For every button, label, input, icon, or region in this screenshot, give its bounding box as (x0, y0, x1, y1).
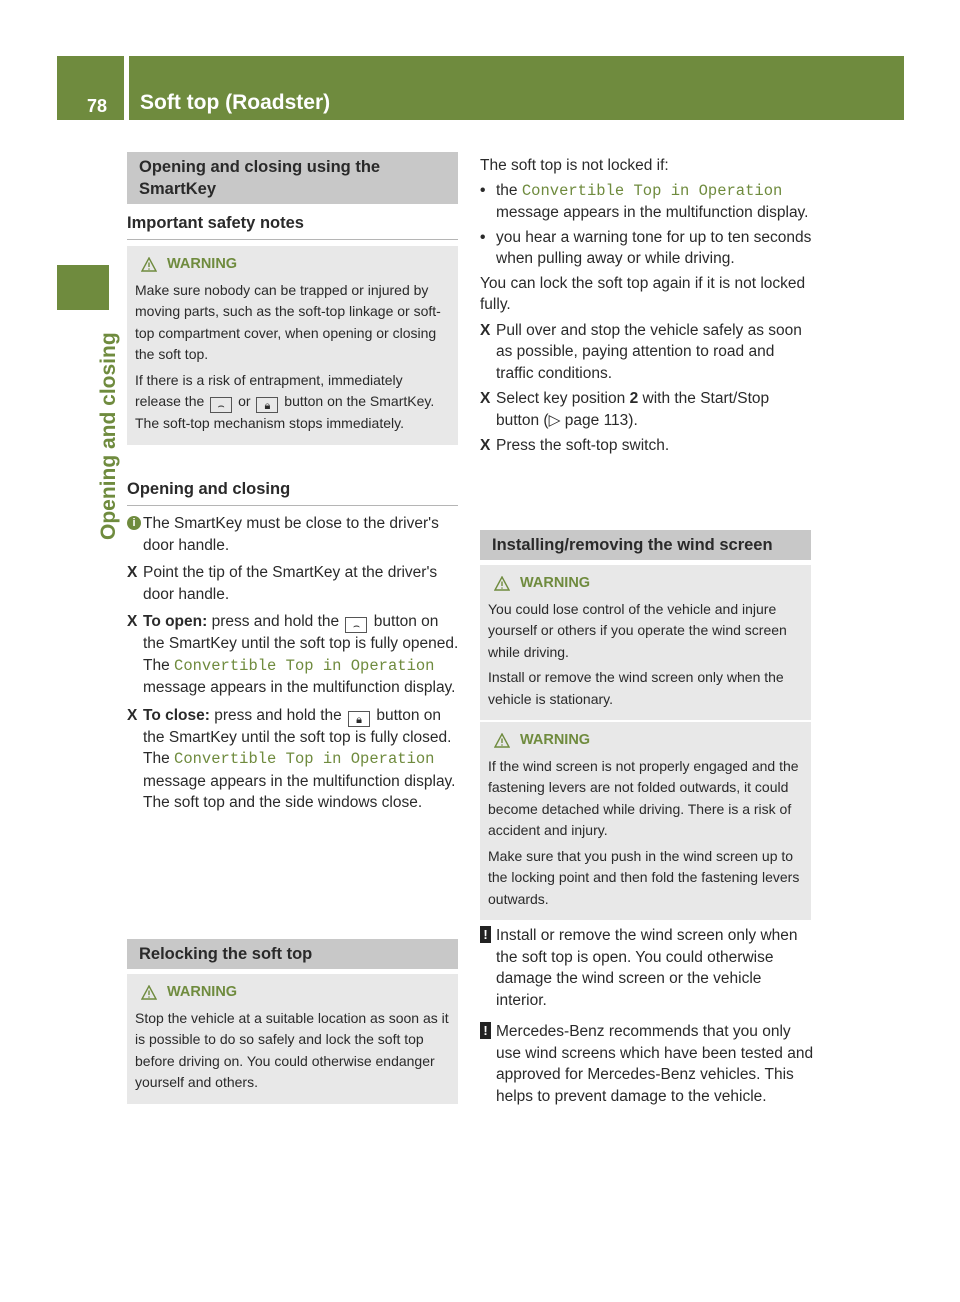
lock-button-icon: 🔒︎ (348, 711, 370, 727)
step-arrow-icon: X (480, 390, 491, 407)
instruction-step: X Select key position 2 with the Start/Stop button (▷ page 113). (480, 390, 770, 429)
damage-notes (480, 925, 815, 1107)
warning-box-relock (127, 974, 458, 1104)
display-message: Convertible Top in Operation (174, 656, 435, 675)
warning-triangle-icon (141, 257, 157, 272)
warning-text: You could lose control of the vehicle and injure yourself or others if you operate the wind screen while driving. (488, 600, 787, 660)
step-arrow-icon: X (127, 613, 138, 630)
step-arrow-icon: X (127, 564, 138, 581)
subheading-safety: Important safety notes (127, 214, 458, 240)
bullet-icon: • (480, 228, 486, 246)
warning-header (494, 573, 803, 595)
warning-text: Stop the vehicle at a suitable location as soon as it is possible to do so safely and lock the soft top before driving on. You could otherwise endanger yourself and others. (135, 1009, 449, 1090)
section-title-smartkey: Opening and closing using the SmartKey (127, 152, 458, 204)
exclamation-icon: ! (480, 1022, 491, 1039)
note-item: ! Install or remove the wind screen only when the soft top is open. You could otherwise damage the wind screen or the vehicle interior. (480, 925, 815, 1011)
section-title-wind-screen: Installing/removing the wind screen (480, 530, 811, 560)
instruction-step-open: X To open: press and hold the ⌢ button on the SmartKey until the soft top is fully opened. The Convertible Top in Operation message appears in the multifunction display. (127, 613, 459, 696)
bullet-item: • you hear a warning tone for up to ten seconds when pulling away or while driving. (480, 228, 812, 267)
warning-triangle-icon (494, 733, 510, 748)
not-locked-conditions (480, 155, 815, 457)
page-ref-arrow-icon: ▷ (548, 411, 561, 429)
note-item: ! Mercedes-Benz recommends that you only use wind screens which have been tested and approved for Mercedes-Benz vehicles. This helps to prevent damage to the vehicle. (480, 1021, 815, 1107)
warning-box-entrapment (127, 246, 458, 445)
warning-triangle-icon (141, 985, 157, 1000)
display-message: Convertible Top in Operation (174, 750, 435, 768)
warning-header (141, 254, 450, 276)
warning-text: If the wind screen is not properly engaged and the fastening levers are not folded outwards, it could become detached while driving. There is a risk of accident and injury. (488, 757, 799, 838)
subheading-opening-closing: Opening and closing (127, 480, 458, 506)
warning-box-driving (480, 565, 811, 720)
warning-text-2: Install or remove the wind screen only when the vehicle is stationary. (488, 669, 784, 707)
info-note: i The SmartKey must be close to the driver's door handle. (127, 513, 462, 556)
instruction-step: X Press the soft-top switch. (480, 435, 815, 457)
bullet-item: • the Convertible Top in Operation message appears in the multifunction display. (480, 181, 809, 221)
warning-title: WARNING (167, 984, 238, 1000)
warning-box-engagement (480, 722, 811, 920)
warning-text: Make sure nobody can be trapped or injured by moving parts, such as the soft-top linkage or soft-top compartment cover, when opening or closing the soft top. (135, 281, 441, 362)
exclamation-icon: ! (480, 926, 491, 943)
lock-button-icon: 🔒︎ (256, 397, 278, 413)
bullet-icon: • (480, 181, 486, 199)
page-title: Soft top (Roadster) (140, 91, 331, 114)
warning-title: WARNING (167, 256, 238, 272)
chapter-tab-marker (57, 265, 109, 310)
instruction-step-close: X To close: press and hold the 🔒︎ button on the SmartKey until the soft top is fully closed. The Convertible Top in Operation message appears in the multifunction display. The soft top and the side windows close. (127, 706, 456, 811)
warning-text-2: Make sure that you push in the wind screen up to the locking point and then fold the fastening levers outwards. (488, 847, 800, 907)
warning-text-2: If there is a risk of entrapment, immediately release the ⌢ or 🔒︎ button on the SmartKey. The soft-top mechanism stops immediately. (135, 371, 435, 431)
step-arrow-icon: X (127, 706, 138, 724)
instruction-step: X Pull over and stop the vehicle safely as soon as possible, paying attention to road and traffic conditions. (480, 321, 802, 382)
step-arrow-icon: X (480, 437, 491, 454)
display-message: Convertible Top in Operation (521, 181, 783, 200)
section-title-relocking: Relocking the soft top (127, 939, 458, 969)
page-number: 78 (87, 96, 108, 116)
step-arrow-icon: X (480, 321, 491, 339)
warning-header (494, 730, 803, 752)
info-icon: i (127, 516, 141, 530)
instruction-step: X Point the tip of the SmartKey at the driver's door handle. (127, 564, 438, 603)
page-reference-link[interactable]: page 113 (564, 411, 629, 429)
warning-header (141, 982, 450, 1004)
unlock-button-icon: ⌢ (210, 397, 232, 413)
warning-title: WARNING (520, 575, 591, 591)
chapter-label: Opening and closing (97, 332, 120, 540)
warning-title: WARNING (520, 732, 591, 748)
paragraph: You can lock the soft top again if it is not locked fully. (480, 274, 806, 313)
unlock-button-icon: ⌢ (345, 617, 367, 633)
intro-text: The soft top is not locked if: (480, 157, 669, 174)
opening-instructions (127, 513, 462, 814)
warning-triangle-icon (494, 576, 510, 591)
